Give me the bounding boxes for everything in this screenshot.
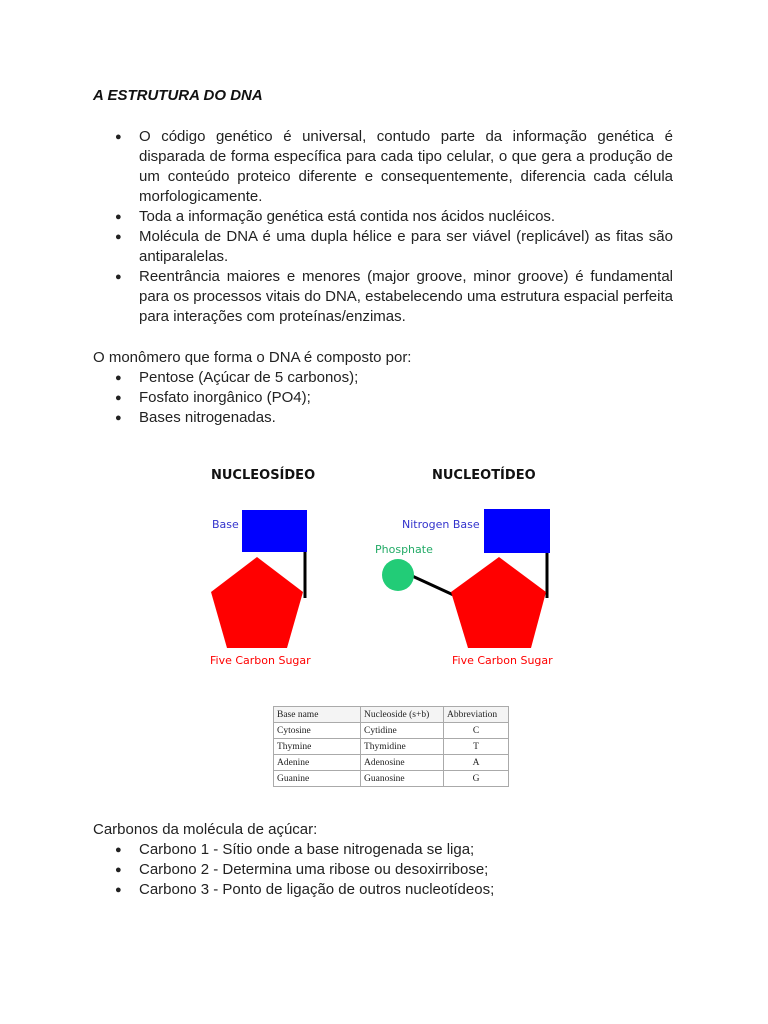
table-header-row <box>274 707 509 723</box>
table-cell: Adenosine <box>361 755 444 771</box>
nucleotide-title: NUCLEOTÍDEO <box>432 468 536 483</box>
base-square <box>242 510 307 552</box>
table-cell: A <box>444 755 509 771</box>
table-cell: Guanosine <box>361 771 444 787</box>
table-header: Nucleoside (s+b) <box>361 707 444 723</box>
nucleoside-nucleotide-figure <box>200 460 580 680</box>
figure-drawing <box>200 460 580 680</box>
bullet-icon: ● <box>115 211 122 223</box>
table-cell: C <box>444 723 509 739</box>
nitrogen-base-square <box>484 509 550 553</box>
table-header: Base name <box>274 707 361 723</box>
nucleoside-table <box>273 706 509 787</box>
table-row <box>274 723 509 739</box>
base-label: Base <box>212 518 239 531</box>
table-cell: T <box>444 739 509 755</box>
table-row <box>274 755 509 771</box>
phosphate-circle <box>382 559 414 591</box>
nitrogen-base-label: Nitrogen Base <box>402 518 480 531</box>
table-cell: Thymidine <box>361 739 444 755</box>
bullet-icon: ● <box>115 844 122 856</box>
carbon-bullet-list <box>93 840 673 900</box>
sugar-pentagon <box>451 557 546 648</box>
monomer-intro: O monômero que forma o DNA é composto por: <box>93 349 412 366</box>
phosphate-label: Phosphate <box>375 543 433 556</box>
list-item: ● Fosfato inorgânico (PO4); <box>115 389 311 406</box>
table-row <box>274 739 509 755</box>
bullet-icon: ● <box>115 412 122 424</box>
bullet-icon: ● <box>115 372 122 384</box>
list-item: ● Carbono 3 - Ponto de ligação de outros nucleotídeos; <box>115 881 495 898</box>
table-cell: Cytidine <box>361 723 444 739</box>
intro-bullet-list <box>93 127 673 327</box>
bullet-icon: ● <box>115 864 122 876</box>
sugar-label-left: Five Carbon Sugar <box>210 654 311 667</box>
list-item: ● O código genético é universal, contudo parte da informação genética é disparada de forma específica para cada tipo celular, o que gera a produção de um conteúdo proteico diferente e consequentemente, diferencia cada célula morfologicamente. <box>115 128 673 205</box>
list-item: ● Carbono 2 - Determina uma ribose ou desoxirribose; <box>115 861 489 878</box>
sugar-pentagon <box>211 557 303 648</box>
list-item: ● Reentrância maiores e menores (major groove, minor groove) é fundamental para os processos vitais do DNA, estabelecendo uma estrutura espacial perfeita para interações com proteínas/enzimas. <box>115 268 673 325</box>
monomer-bullet-list <box>93 368 673 428</box>
list-item: ● Bases nitrogenadas. <box>115 409 276 426</box>
list-item: ● Molécula de DNA é uma dupla hélice e para ser viável (replicável) as fitas são antiparalelas. <box>115 228 673 265</box>
table-cell: Thymine <box>274 739 361 755</box>
bullet-icon: ● <box>115 231 122 243</box>
table-header: Abbreviation <box>444 707 509 723</box>
bullet-icon: ● <box>115 884 122 896</box>
bullet-icon: ● <box>115 271 122 283</box>
bullet-icon: ● <box>115 131 122 143</box>
bullet-icon: ● <box>115 392 122 404</box>
table-cell: Cytosine <box>274 723 361 739</box>
table-cell: Adenine <box>274 755 361 771</box>
list-item: ● Pentose (Açúcar de 5 carbonos); <box>115 369 359 386</box>
list-item: ● Carbono 1 - Sítio onde a base nitrogenada se liga; <box>115 841 475 858</box>
table-cell: Guanine <box>274 771 361 787</box>
nucleoside-title: NUCLEOSÍDEO <box>211 468 316 483</box>
carbon-intro: Carbonos da molécula de açúcar: <box>93 821 318 838</box>
table-row <box>274 771 509 787</box>
page-title: A ESTRUTURA DO DNA <box>93 87 263 104</box>
list-item: ● Toda a informação genética está contida nos ácidos nucléicos. <box>115 208 556 225</box>
sugar-label-right: Five Carbon Sugar <box>452 654 553 667</box>
table-cell: G <box>444 771 509 787</box>
